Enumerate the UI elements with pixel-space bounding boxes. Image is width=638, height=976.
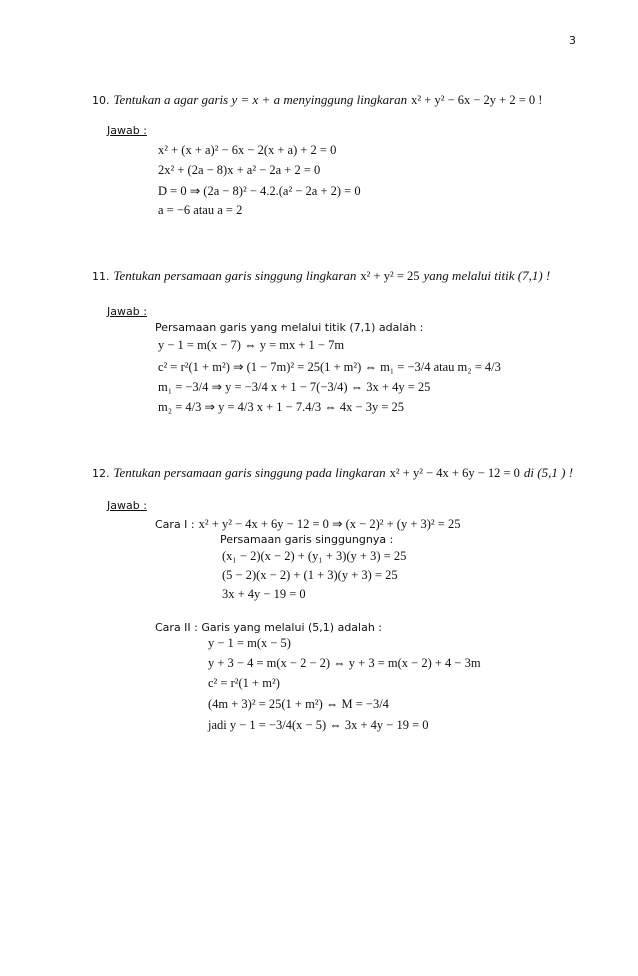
jawab-label: Jawab : xyxy=(107,305,147,318)
cara-2-label: Cara II : Garis yang melalui (5,1) adalah : xyxy=(155,621,383,634)
solution-line: D = 0 ⇒ (2a − 8)² − 4.2.(a² − 2a + 2) = 0 xyxy=(158,184,361,198)
question-math: x² + y² = 25 xyxy=(360,269,420,283)
solution-line: 2x² + (2a − 8)x + a² − 2a + 2 = 0 xyxy=(158,163,321,177)
question-tail: yang melalui titik (7,1) ! xyxy=(423,268,551,283)
problem-number: 12. xyxy=(92,467,110,480)
problem-number: 10. xyxy=(92,94,110,107)
solution-line: y − 1 = m(x − 7) ⇔ y = mx + 1 − 7m xyxy=(158,338,345,352)
solution-line: 3x + 4y − 19 = 0 xyxy=(222,587,306,601)
solution-line: (x₁ − 2)(x − 2) + (y₁ + 3)(y + 3) = 25 xyxy=(222,549,407,563)
problem-12-question xyxy=(92,464,573,482)
problem-11-question xyxy=(92,267,550,285)
question-tail: di (5,1 ) ! xyxy=(523,465,574,480)
solution-line: (4m + 3)² = 25(1 + m²) ⇔ M = −3/4 xyxy=(208,697,389,711)
cara-1-label: Cara I : xyxy=(155,518,195,531)
jawab-label: Jawab : xyxy=(107,124,147,137)
solution-line: x² + (x + a)² − 6x − 2(x + a) + 2 = 0 xyxy=(158,143,337,157)
cara-1-equation: x² + y² − 4x + 6y − 12 = 0 ⇒ (x − 2)² + (y + 3)² = 25 xyxy=(198,517,461,531)
cara-1-subtitle: Persamaan garis singgungnya : xyxy=(220,533,394,546)
solution-line: y − 1 = m(x − 5) xyxy=(208,636,291,650)
question-text: Tentukan persamaan garis singgung lingkaran xyxy=(113,268,357,283)
solution-line: m₂ = 4/3 ⇒ y = 4/3 x + 1 − 7.4/3 ⇔ 4x − 3y = 25 xyxy=(158,400,405,414)
question-text: Tentukan a agar garis y = x + a menyinggung lingkaran xyxy=(113,92,408,107)
solution-line: m₁ = −3/4 ⇒ y = −3/4 x + 1 − 7(−3/4) ⇔ 3x + 4y = 25 xyxy=(158,380,431,394)
problem-10-question xyxy=(92,91,542,109)
solution-line: (5 − 2)(x − 2) + (1 + 3)(y + 3) = 25 xyxy=(222,568,398,582)
problem-number: 11. xyxy=(92,270,110,283)
solution-line: y + 3 − 4 = m(x − 2 − 2) ⇔ y + 3 = m(x − 2) + 4 − 3m xyxy=(208,656,481,670)
solution-line: c² = r²(1 + m²) ⇒ (1 − 7m)² = 25(1 + m²) ⇔ m₁ = −3/4 atau m₂ = 4/3 xyxy=(158,360,501,374)
question-math: x² + y² − 6x − 2y + 2 = 0 ! xyxy=(411,93,543,107)
solution-intro: Persamaan garis yang melalui titik (7,1) adalah : xyxy=(155,321,424,334)
question-math: x² + y² − 4x + 6y − 12 = 0 xyxy=(389,466,520,480)
question-text: Tentukan persamaan garis singgung pada lingkaran xyxy=(113,465,386,480)
jawab-label: Jawab : xyxy=(107,499,147,512)
solution-line: jadi y − 1 = −3/4(x − 5) ⇔ 3x + 4y − 19 = 0 xyxy=(208,718,429,732)
cara-1-row xyxy=(155,515,460,533)
solution-line: a = −6 atau a = 2 xyxy=(158,203,243,217)
solution-line: c² = r²(1 + m²) xyxy=(208,676,280,690)
page-number: 3 xyxy=(569,34,576,47)
